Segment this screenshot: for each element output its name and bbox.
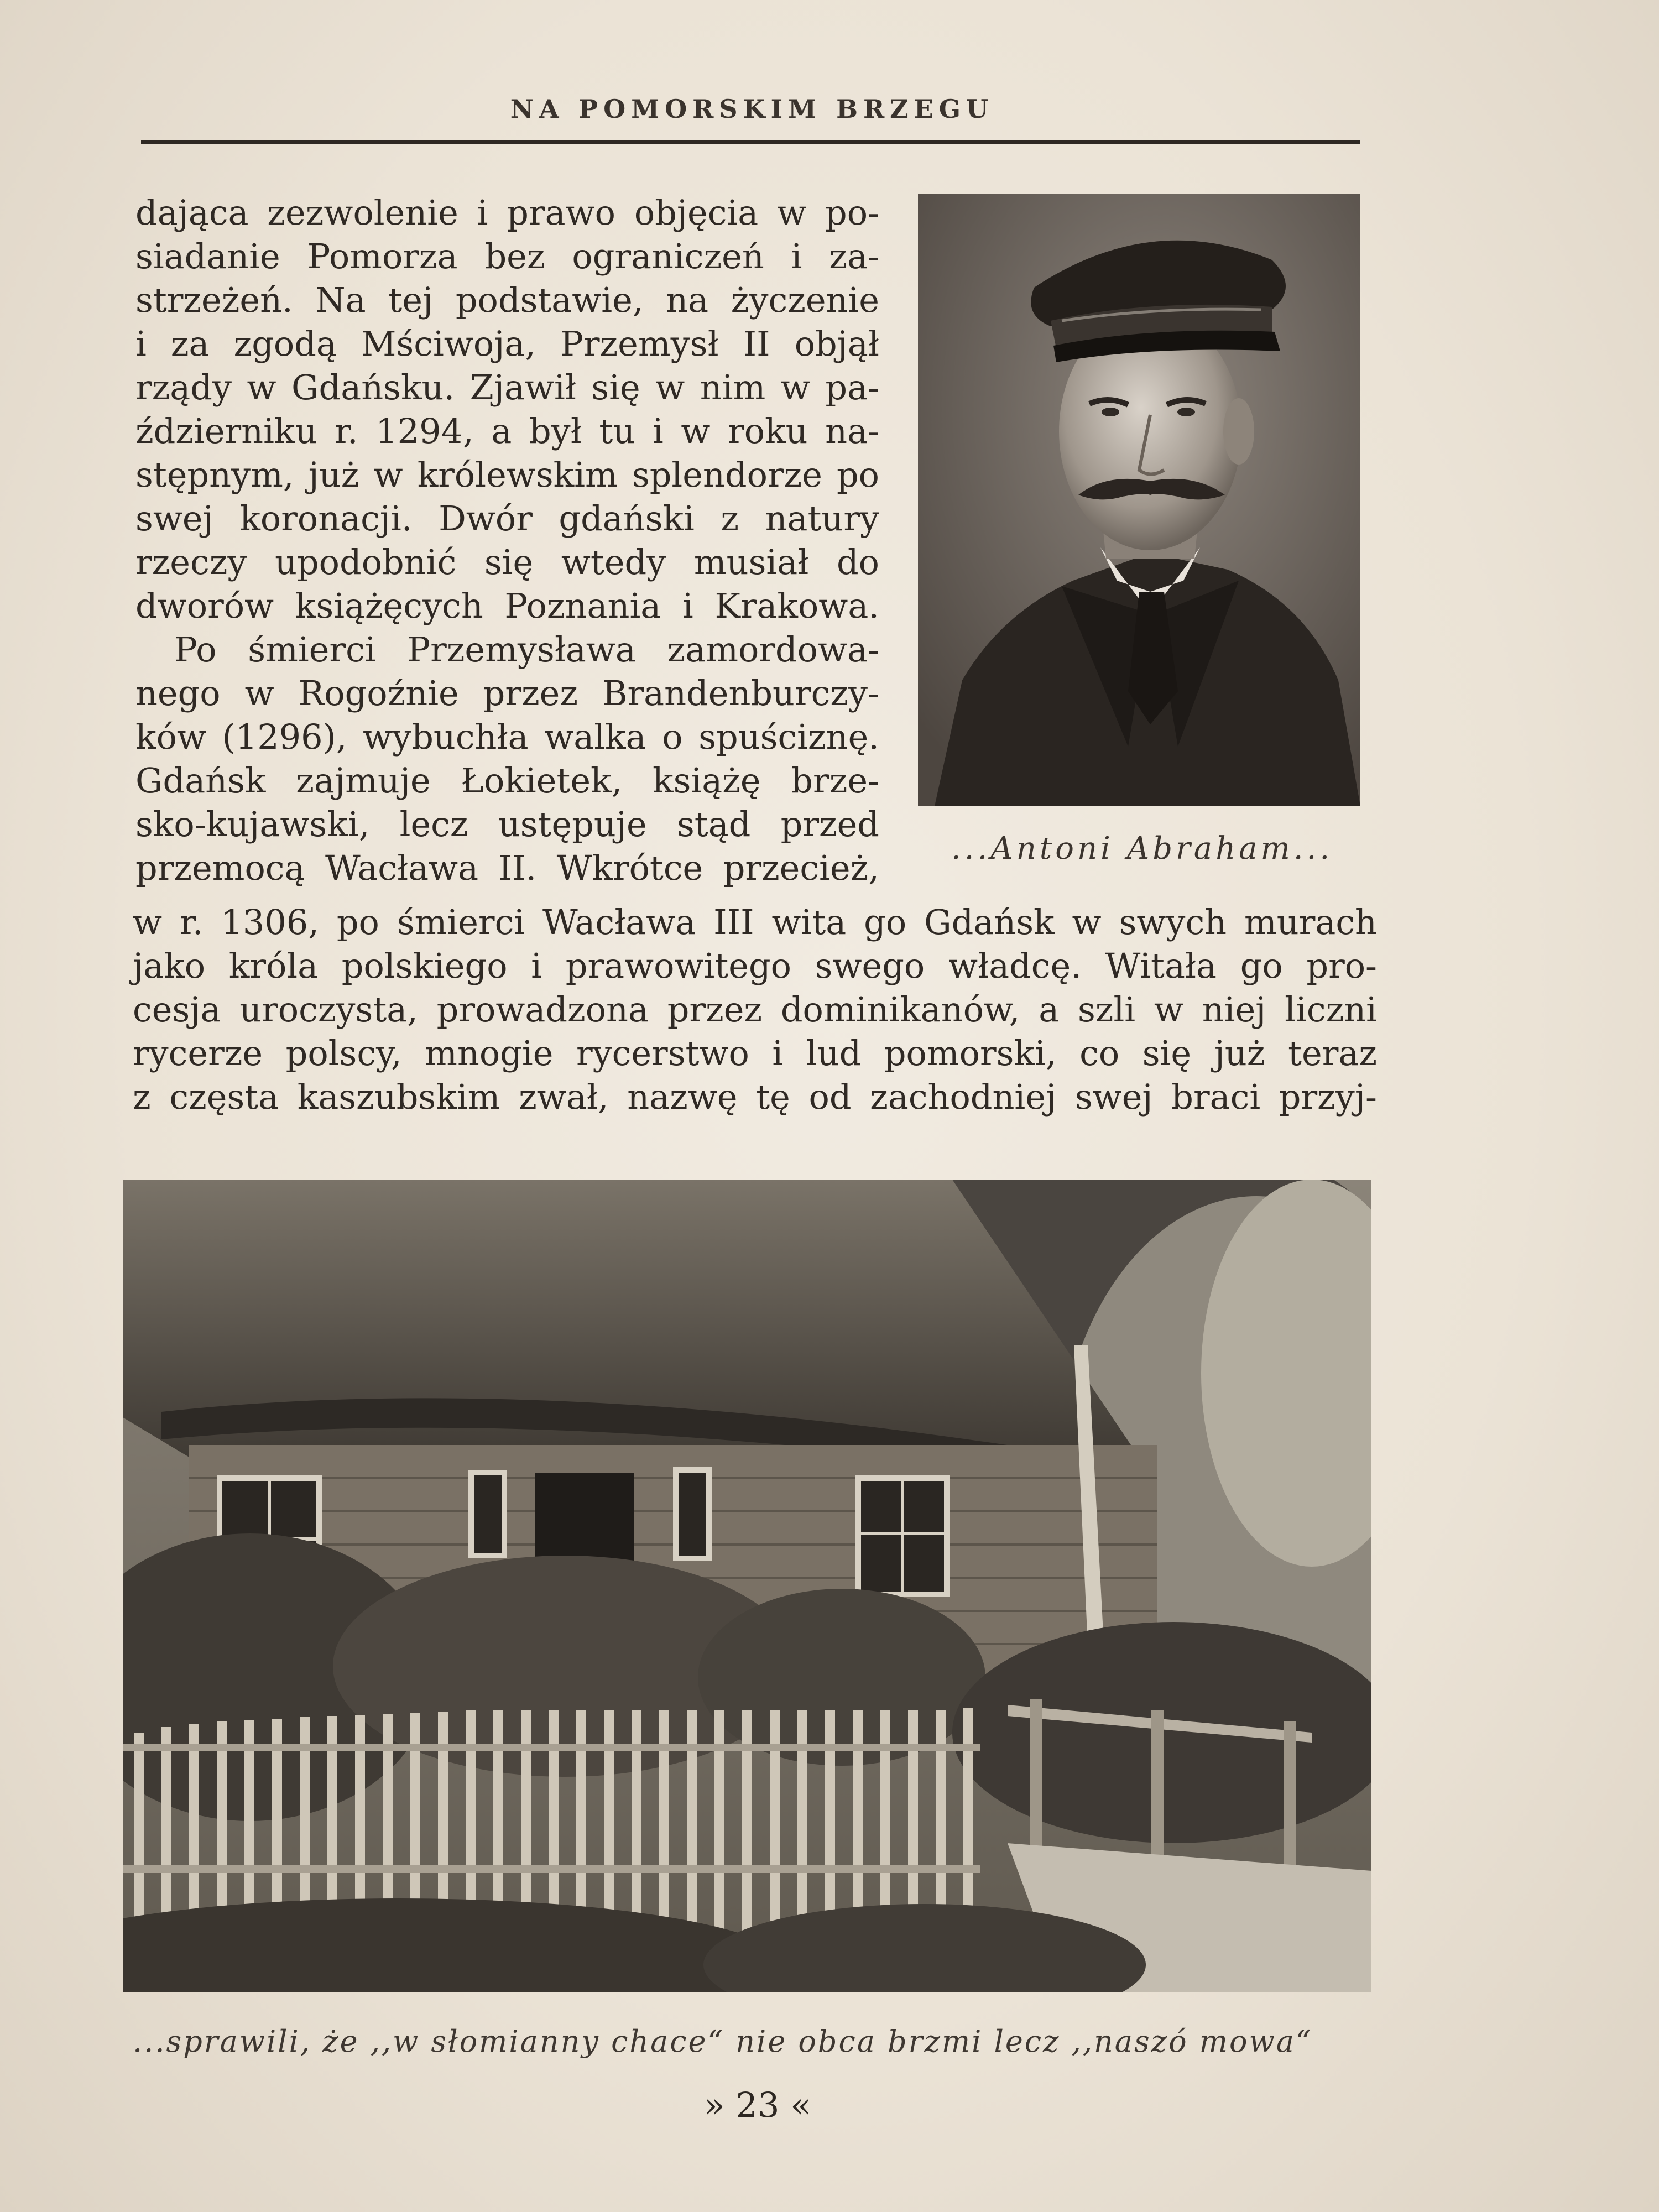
page-number: » 23 « (703, 2085, 812, 2125)
portrait-caption: ...Antoni Abraham... (951, 831, 1333, 867)
text-line: strzeżeń. Na tej podstawie, na życzenie (135, 280, 879, 320)
portrait-photo (918, 194, 1360, 806)
house-caption: ...sprawili, że ,,w słomianny chace“ nie obca brzmi lecz ,,naszó mowa“ (133, 2024, 1313, 2059)
text-line: siadanie Pomorza bez ograniczeń i za- (135, 236, 879, 276)
text-line: jako króla polskiego i prawowitego swego władcę. Witała go pro- (133, 946, 1377, 986)
text-line: Po śmierci Przemysława zamordowa- (174, 629, 879, 670)
text-line: ździerniku r. 1294, a był tu i w roku na- (135, 411, 879, 451)
text-line: dająca zezwolenie i prawo objęcia w po- (135, 192, 879, 233)
text-line: stępnym, już w królewskim splendorze po (135, 455, 879, 495)
text-full-width (133, 900, 1377, 1119)
text-line: rządy w Gdańsku. Zjawił się w nim w pa- (135, 367, 879, 408)
house-illustration (123, 1180, 1371, 1992)
text-line: rzeczy upodobnić się wtedy musiał do (135, 542, 879, 582)
text-line: cesja uroczysta, prowadzona przez dominikanów, a szli w niej liczni (133, 989, 1377, 1030)
house-photo (123, 1180, 1371, 1992)
running-head: NA POMORSKIM BRZEGU (510, 94, 994, 124)
text-line: przemocą Wacława II. Wkrótce przecież, (135, 848, 879, 888)
text-line: nego w Rogoźnie przez Brandenburczy- (135, 673, 879, 713)
text-line: z częsta kaszubskim zwał, nazwę tę od zachodniej swej braci przyj- (133, 1077, 1377, 1117)
text-line: ków (1296), wybuchła walka o spuściznę. (135, 717, 879, 757)
text-line: swej koronacji. Dwór gdański z natury (135, 498, 879, 539)
text-line: w r. 1306, po śmierci Wacława III wita go Gdańsk w swych murach (133, 902, 1377, 942)
text-line: rycerze polscy, mnogie rycerstwo i lud pomorski, co się już teraz (133, 1033, 1377, 1073)
text-line: Gdańsk zajmuje Łokietek, książę brze- (135, 760, 879, 801)
portrait-illustration (918, 194, 1360, 806)
header-rule (141, 140, 1360, 144)
text-column (135, 191, 879, 890)
text-line: i za zgodą Mściwoja, Przemysł II objął (135, 324, 879, 364)
text-line: sko-kujawski, lecz ustępuje stąd przed (135, 804, 879, 844)
text-line: dworów książęcych Poznania i Krakowa. (135, 586, 879, 626)
